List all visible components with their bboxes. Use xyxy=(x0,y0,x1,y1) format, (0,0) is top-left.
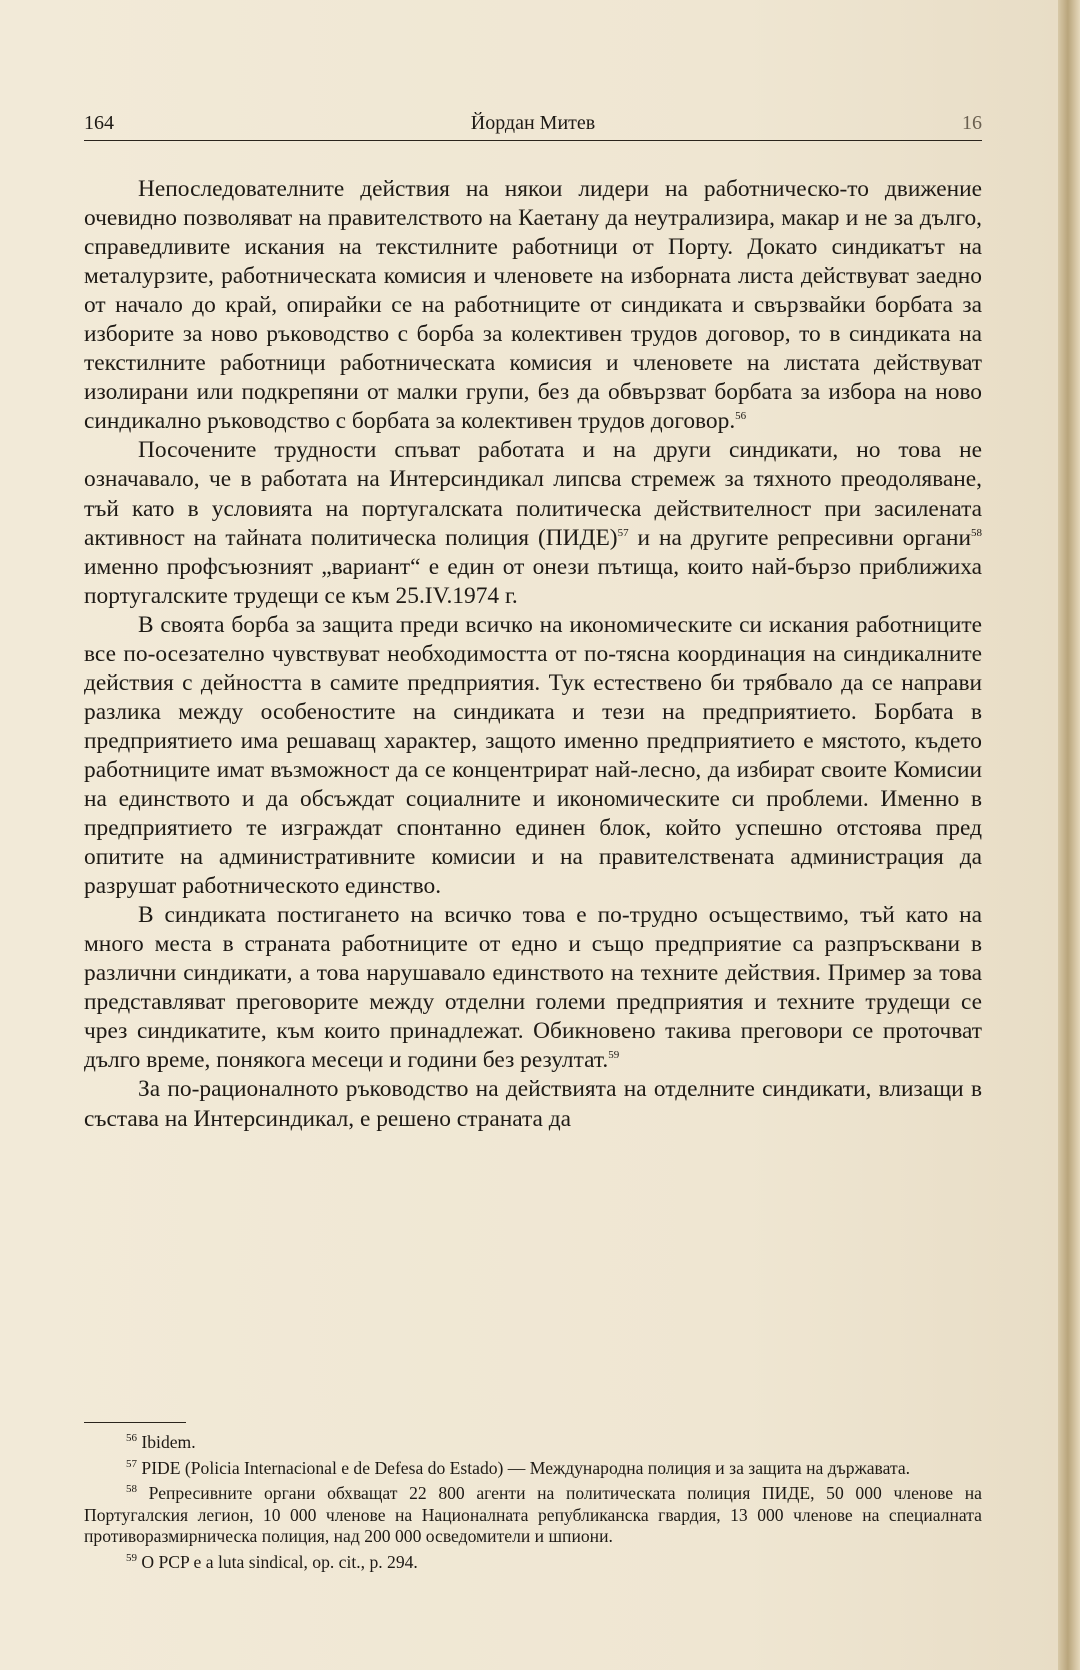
footnote-ref: 56 xyxy=(735,410,747,423)
footnote-text: Репресивните органи обхващат 22 800 агенти на политическата полиция ПИДЕ, 50 000 членове на Португалския легион, 10 000 членове на Националната републиканска гвардия, 13 000 членове на специалната противоразмирническа полиция, над 200 000 осведомители и шпиони. xyxy=(84,1483,982,1546)
footnote-ref: 58 xyxy=(971,526,982,539)
footnotes xyxy=(84,1432,982,1577)
footnote xyxy=(84,1432,982,1454)
paragraph xyxy=(84,611,982,901)
footnote-ref: 59 xyxy=(608,1049,620,1062)
footnote-number: 57 xyxy=(126,1457,137,1470)
footnote-text: O PCP e a luta sindical, op. cit., p. 294. xyxy=(141,1551,418,1572)
footnote-number: 58 xyxy=(126,1483,137,1496)
paragraph-text: Посочените трудности спъват работата и на други синдикати, но това не означавало, че в работата на Интерсиндикал липсва стремеж за тяхното преодоляване, тъй като в условията на португалската политическа действителност при засилената активност на тайната политическа полиция (ПИДЕ) xyxy=(84,437,982,551)
paragraph xyxy=(84,1075,982,1133)
paragraph xyxy=(84,175,982,436)
paragraph-text: За по-рационалното ръководство на действията на отделните синдикати, влизащи в състава на Интерсиндикал, е решено страната да xyxy=(84,1076,982,1132)
footnote-ref: 57 xyxy=(617,526,629,539)
paragraph-text: именно профсъюзният „вариант“ е един от онези пътища, които най-бързо приближиха португалските трудещи се към 25.IV.1974 г. xyxy=(84,553,982,609)
page-header xyxy=(84,108,982,141)
footnote-text: Ibidem. xyxy=(141,1432,196,1452)
footnote-text: PIDE (Policia Internacional e de Defesa do Estado) — Международна полиция и за защита на държавата. xyxy=(141,1457,911,1478)
running-title: Йордан Митев xyxy=(470,112,596,134)
paragraph-text: и на другите репресивни органи xyxy=(628,524,971,551)
footnote xyxy=(84,1552,982,1574)
footnote-divider xyxy=(84,1422,186,1423)
page-number: 164 xyxy=(84,112,114,134)
main-text xyxy=(84,175,982,1134)
paragraph xyxy=(84,436,982,610)
footnote-number: 56 xyxy=(126,1432,137,1445)
paragraph-text: Непоследователните действия на някои лидери на работническо-то движение очевидно позволяват на правителството на Каетану да неутрализира, макар и не за дълго, справедливите искания на текстилните работници от Порту. Докато синдикатът на металурзите, работническата комисия и членовете на изборната листа действуват заедно от начало до край, опирайки се на работниците от синдиката и свързвайки борбата за изборите за ново ръководство с борба за колективен трудов договор, то в синдиката на текстилните работници работническата комисия и членовете на листата действуват изолирани или подкрепяни от малки групи, без да обвързват борбата за избора на ново синдикално ръководство с борбата за колективен трудов договор. xyxy=(84,176,982,435)
footnote xyxy=(84,1458,982,1480)
paragraph-text: В синдиката постигането на всичко това е по-трудно осъществимо, тъй като на много места в страната работниците от едно и също предприятие са разпръсквани в различни синдикати, а това нарушавало единството на техните действия. Пример за това представляват преговорите между отделни големи предприятия и техните трудещи се чрез синдикатите, към които принадлежат. Обикновено такива преговори се проточват дълго време, понякога месеци и години без резултат. xyxy=(84,902,982,1074)
paragraph xyxy=(84,901,982,1075)
footnote-number: 59 xyxy=(126,1551,137,1564)
footnote xyxy=(84,1483,982,1548)
edge-page-fragment: 16 xyxy=(962,112,982,134)
paragraph-text: В своята борба за защита преди всичко на икономическите си искания работниците все по-осезателно чувствуват необходимостта от по-тясна координация на синдикалните действия с дейността в самите предприятия. Тук естествено би трябвало да се направи разлика между особеностите на синдиката и тези на предприятието. Борбата в предприятието има решаващ характер, защото именно предприятието е мястото, където работниците имат възможност да се концентрират най-лесно, да избират своите Комисии на единството и да обсъждат социалните и икономическите си проблеми. Именно в предприятието те изграждат спонтанно единен блок, който успешно отстоява пред опитите на административните комисии и на правителствената администрация да разрушат работническото единство. xyxy=(84,611,982,900)
book-spine-edge xyxy=(1058,0,1080,1670)
